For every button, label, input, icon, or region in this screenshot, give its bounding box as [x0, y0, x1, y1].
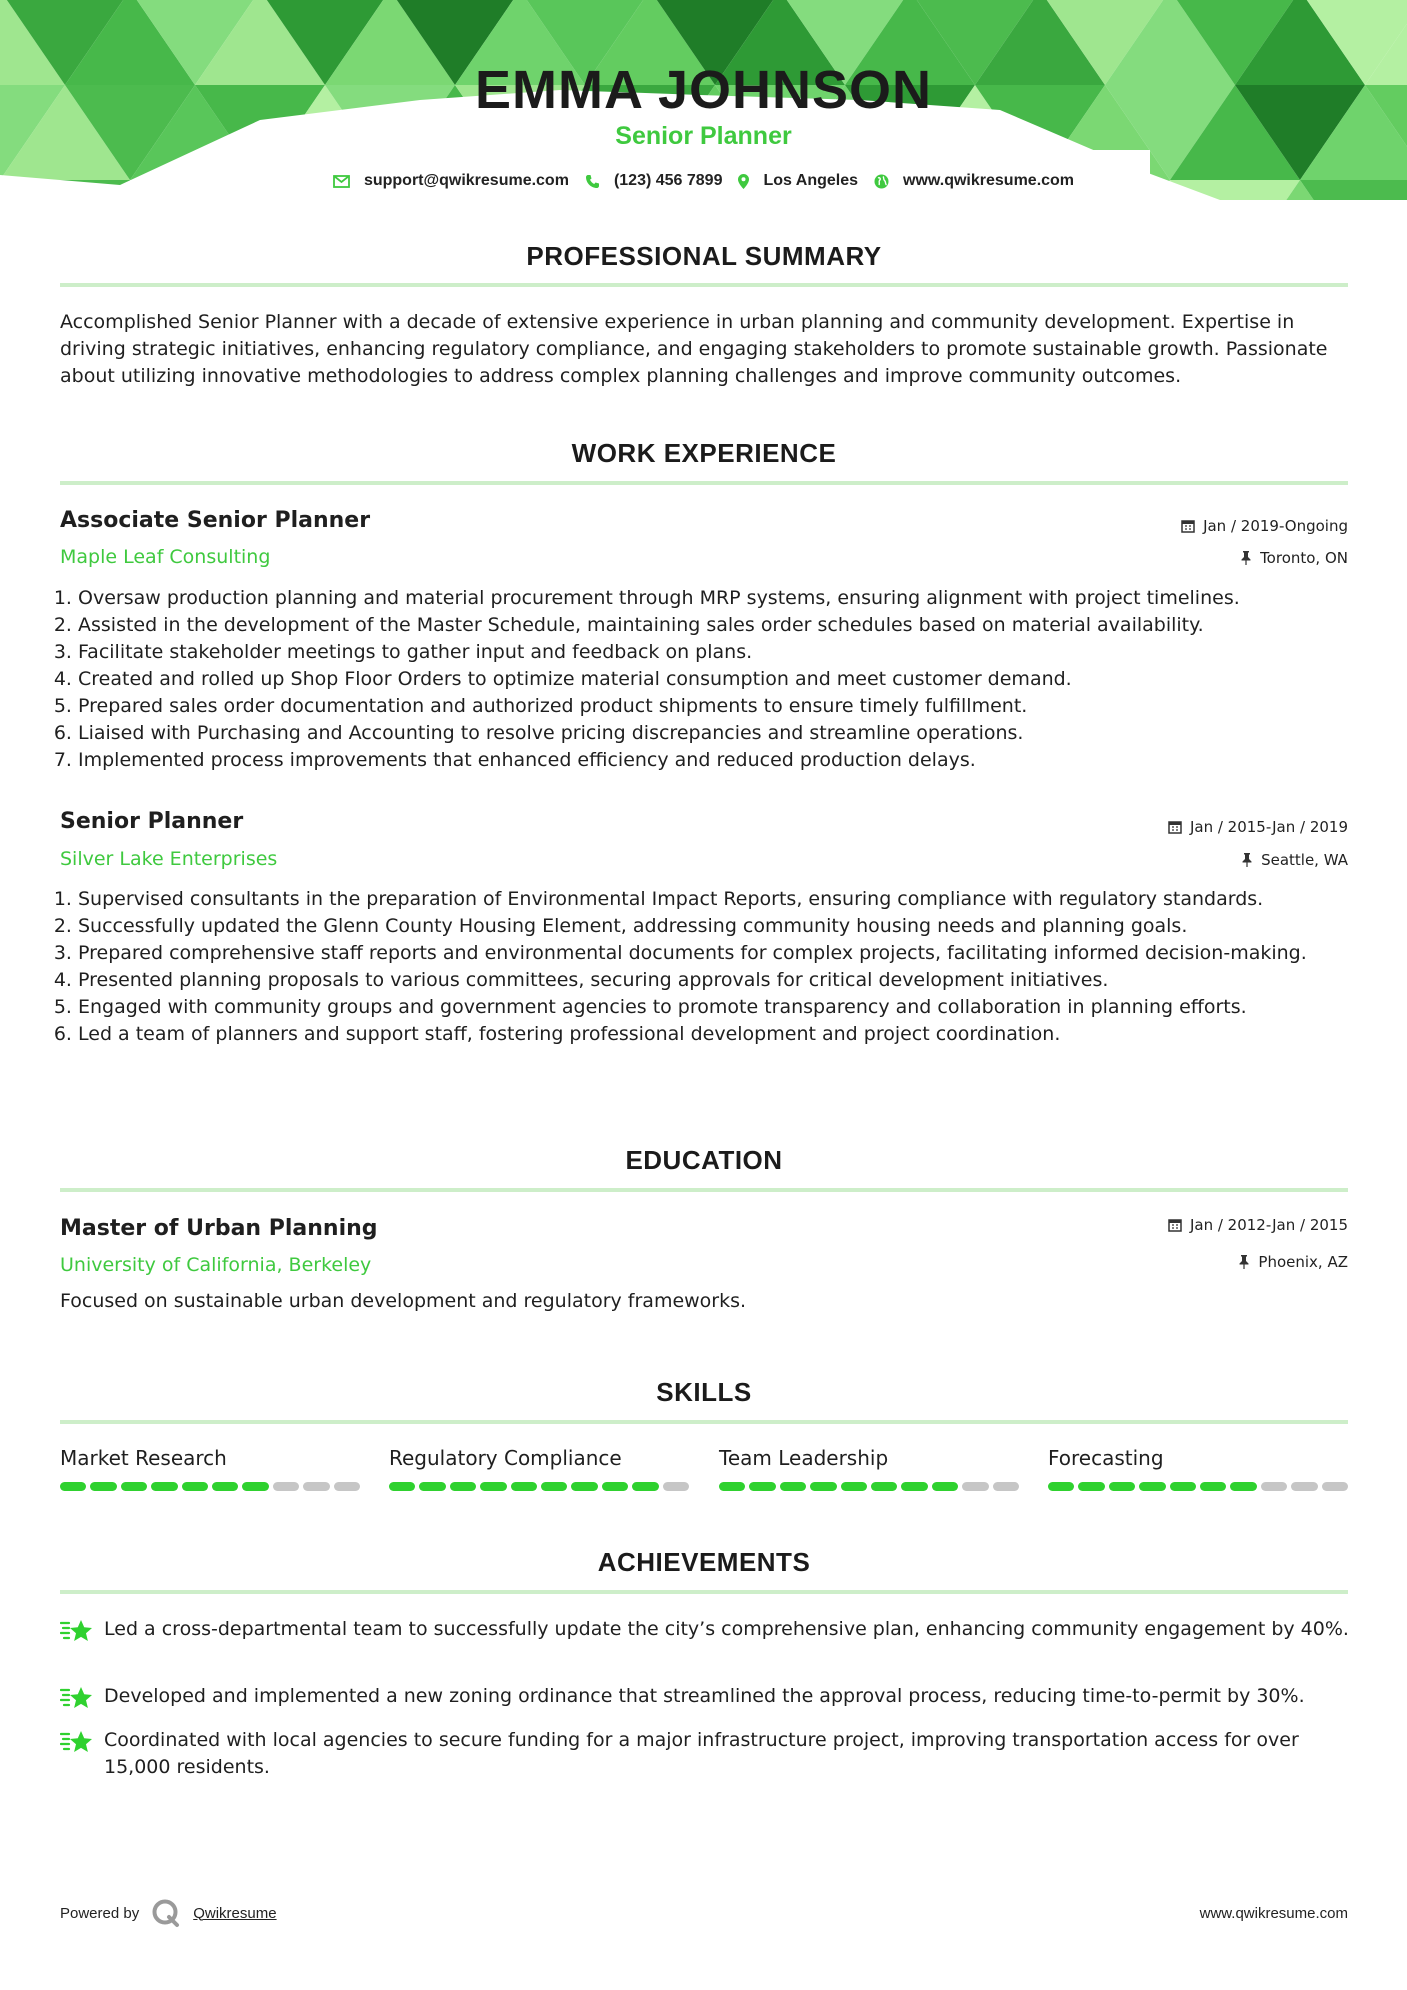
- skill-dot-filled: [1078, 1482, 1104, 1491]
- skill-dot-filled: [450, 1482, 476, 1491]
- calendar-icon: [1168, 820, 1182, 834]
- education-description: Focused on sustainable urban development and regulatory frameworks.: [60, 1290, 747, 1312]
- calendar-icon: [1168, 1218, 1182, 1232]
- experience-heading: WORK EXPERIENCE: [571, 438, 837, 468]
- list-item: 6. Led a team of planners and support staff, fostering professional development and project coordination.: [78, 1021, 1368, 1048]
- experience-divider: [60, 481, 1348, 485]
- skill-name: Team Leadership: [719, 1446, 889, 1470]
- education-location-text: Phoenix, AZ: [1258, 1253, 1348, 1271]
- email-text: support@qwikresume.com: [363, 172, 569, 189]
- achievement-text: Coordinated with local agencies to secure funding for a major infrastructure project, improving transportation access for over 15,000 residents.: [104, 1729, 1299, 1778]
- skill-dot-empty: [273, 1482, 299, 1491]
- skill-dot-filled: [480, 1482, 506, 1491]
- job-location: [1240, 548, 1348, 568]
- phone-icon: [585, 174, 600, 189]
- star-icon: [60, 1729, 104, 1761]
- pushpin-icon: [1240, 551, 1252, 565]
- skill-dot-filled: [780, 1482, 806, 1491]
- contact-location: [738, 172, 858, 190]
- skill-dot-empty: [962, 1482, 988, 1491]
- skill-dot-filled: [511, 1482, 537, 1491]
- skill-dot-filled: [810, 1482, 836, 1491]
- degree-title: Master of Urban Planning: [60, 1216, 378, 1241]
- list-item: 4. Presented planning proposals to various committees, securing approvals for critical development initiatives.: [78, 967, 1368, 994]
- skill-dot-empty: [1261, 1482, 1287, 1491]
- skill-dot-filled: [242, 1482, 268, 1491]
- job-dates: [1181, 516, 1348, 536]
- skill-dot-empty: [993, 1482, 1019, 1491]
- job-dates: [1168, 817, 1348, 837]
- skill-name: Regulatory Compliance: [389, 1446, 622, 1470]
- list-item: 2. Successfully updated the Glenn County Housing Element, addressing community housing needs and planning goals.: [78, 913, 1368, 940]
- skill-dot-filled: [571, 1482, 597, 1491]
- achievements-divider: [60, 1590, 1348, 1594]
- skill-item: [1048, 1444, 1348, 1491]
- skill-dot-filled: [901, 1482, 927, 1491]
- list-item: 2. Assisted in the development of the Master Schedule, maintaining sales order schedules based on material availability.: [78, 612, 1368, 639]
- list-item: 5. Engaged with community groups and government agencies to promote transparency and collaboration in planning efforts.: [78, 994, 1368, 1021]
- education-divider: [60, 1188, 1348, 1192]
- job-location-text: Toronto, ON: [1260, 549, 1348, 567]
- list-item: 3. Prepared comprehensive staff reports and environmental documents for complex projects, facilitating informed decision-making.: [78, 940, 1368, 967]
- job-title: Associate Senior Planner: [60, 508, 371, 533]
- envelope-icon: [333, 175, 350, 188]
- skill-dot-filled: [749, 1482, 775, 1491]
- school-name: University of California, Berkeley: [60, 1254, 372, 1276]
- skill-level-bar: [1048, 1482, 1348, 1491]
- skill-dot-empty: [1322, 1482, 1348, 1491]
- summary-heading: PROFESSIONAL SUMMARY: [526, 241, 882, 271]
- footer-website[interactable]: www.qwikresume.com: [1199, 1905, 1348, 1922]
- skill-dot-filled: [1139, 1482, 1165, 1491]
- powered-by-label: Powered by: [60, 1904, 140, 1922]
- job-company: Maple Leaf Consulting: [60, 546, 271, 568]
- list-item: 7. Implemented process improvements that enhanced efficiency and reduced production delays.: [78, 747, 1368, 774]
- pushpin-icon: [1241, 853, 1253, 867]
- skill-dot-empty: [303, 1482, 329, 1491]
- pushpin-icon: [1238, 1255, 1250, 1269]
- achievement-item: [60, 1683, 1350, 1717]
- skill-dot-filled: [212, 1482, 238, 1491]
- skill-dot-filled: [1109, 1482, 1135, 1491]
- skill-dot-filled: [871, 1482, 897, 1491]
- summary-text: Accomplished Senior Planner with a decade of extensive experience in urban planning and community development. Expertise in driving strategic initiatives, enhancing regulatory compliance, and engaging stakeholders to promote sustainable growth. Passionate about utilizing innovative methodologies to address complex planning challenges and improve community outcomes.: [60, 311, 1328, 387]
- skill-dot-filled: [932, 1482, 958, 1491]
- qwikresume-logo-icon: [151, 1898, 181, 1928]
- skill-dot-empty: [1291, 1482, 1317, 1491]
- education-dates-text: Jan / 2012-Jan / 2015: [1189, 1216, 1348, 1234]
- footer-powered-by: [60, 1898, 277, 1928]
- skill-dot-filled: [1200, 1482, 1226, 1491]
- skill-item: [60, 1444, 360, 1491]
- job-company: Silver Lake Enterprises: [60, 848, 278, 870]
- contact-bar: [0, 172, 1407, 190]
- job-title: Senior Planner: [60, 809, 244, 834]
- location-text: Los Angeles: [763, 172, 859, 189]
- achievements-heading: ACHIEVEMENTS: [597, 1547, 811, 1577]
- skill-dot-filled: [632, 1482, 658, 1491]
- list-item: 6. Liaised with Purchasing and Accounting to resolve pricing discrepancies and streamline operations.: [78, 720, 1368, 747]
- skill-name: Market Research: [60, 1446, 227, 1470]
- skill-dot-filled: [151, 1482, 177, 1491]
- candidate-name: EMMA JOHNSON: [474, 60, 933, 120]
- list-item: 3. Facilitate stakeholder meetings to gather input and feedback on plans.: [78, 639, 1368, 666]
- skills-heading: SKILLS: [656, 1377, 752, 1407]
- skill-dot-filled: [841, 1482, 867, 1491]
- job-bullet-list: [60, 585, 1368, 774]
- skill-dot-filled: [60, 1482, 86, 1491]
- website-text: www.qwikresume.com: [903, 172, 1075, 189]
- skill-dot-filled: [419, 1482, 445, 1491]
- skill-dot-filled: [541, 1482, 567, 1491]
- skill-dot-filled: [182, 1482, 208, 1491]
- list-item: 5. Prepared sales order documentation and authorized product shipments to ensure timely fulfillment.: [78, 693, 1368, 720]
- globe-icon: [874, 174, 889, 189]
- job-dates-text: Jan / 2019-Ongoing: [1203, 517, 1348, 535]
- education-heading: EDUCATION: [625, 1145, 783, 1175]
- job-location: [1241, 850, 1348, 870]
- list-item: 4. Created and rolled up Shop Floor Orders to optimize material consumption and meet customer demand.: [78, 666, 1368, 693]
- skill-name: Forecasting: [1048, 1446, 1164, 1470]
- calendar-icon: [1181, 519, 1195, 533]
- achievement-text: Developed and implemented a new zoning ordinance that streamlined the approval process, reducing time-to-permit by 30%.: [104, 1685, 1305, 1707]
- contact-email[interactable]: [333, 172, 569, 190]
- skill-dot-filled: [90, 1482, 116, 1491]
- skill-level-bar: [60, 1482, 360, 1491]
- star-icon: [60, 1685, 104, 1717]
- skill-dot-empty: [334, 1482, 360, 1491]
- contact-website[interactable]: [874, 172, 1074, 190]
- education-location: [1238, 1252, 1348, 1272]
- achievement-item: [60, 1616, 1350, 1650]
- education-dates: [1168, 1215, 1348, 1235]
- map-pin-icon: [738, 174, 749, 189]
- skill-level-bar: [389, 1482, 689, 1491]
- skill-dot-filled: [389, 1482, 415, 1491]
- skill-dot-filled: [602, 1482, 628, 1491]
- list-item: 1. Supervised consultants in the preparation of Environmental Impact Reports, ensuring compliance with regulatory standards.: [78, 886, 1368, 913]
- skill-dot-filled: [1170, 1482, 1196, 1491]
- skill-dot-filled: [719, 1482, 745, 1491]
- contact-phone[interactable]: [585, 172, 723, 190]
- job-location-text: Seattle, WA: [1261, 851, 1348, 869]
- skill-dot-filled: [1230, 1482, 1256, 1491]
- star-icon: [60, 1618, 104, 1650]
- achievement-item: [60, 1727, 1350, 1781]
- skill-level-bar: [719, 1482, 1019, 1491]
- skill-item: [389, 1444, 689, 1491]
- qwikresume-link[interactable]: Qwikresume: [193, 1904, 277, 1922]
- job-bullet-list: [60, 886, 1368, 1048]
- skill-dot-empty: [663, 1482, 689, 1491]
- summary-divider: [60, 283, 1348, 287]
- skill-dot-filled: [121, 1482, 147, 1491]
- candidate-role: Senior Planner: [615, 122, 792, 150]
- skill-dot-filled: [1048, 1482, 1074, 1491]
- skill-item: [719, 1444, 1019, 1491]
- phone-text: (123) 456 7899: [613, 172, 723, 189]
- job-dates-text: Jan / 2015-Jan / 2019: [1189, 818, 1348, 836]
- achievement-text: Led a cross-departmental team to successfully update the city’s comprehensive plan, enhancing community engagement by 40%.: [104, 1618, 1349, 1640]
- list-item: 1. Oversaw production planning and material procurement through MRP systems, ensuring alignment with project timelines.: [78, 585, 1368, 612]
- skills-divider: [60, 1420, 1348, 1424]
